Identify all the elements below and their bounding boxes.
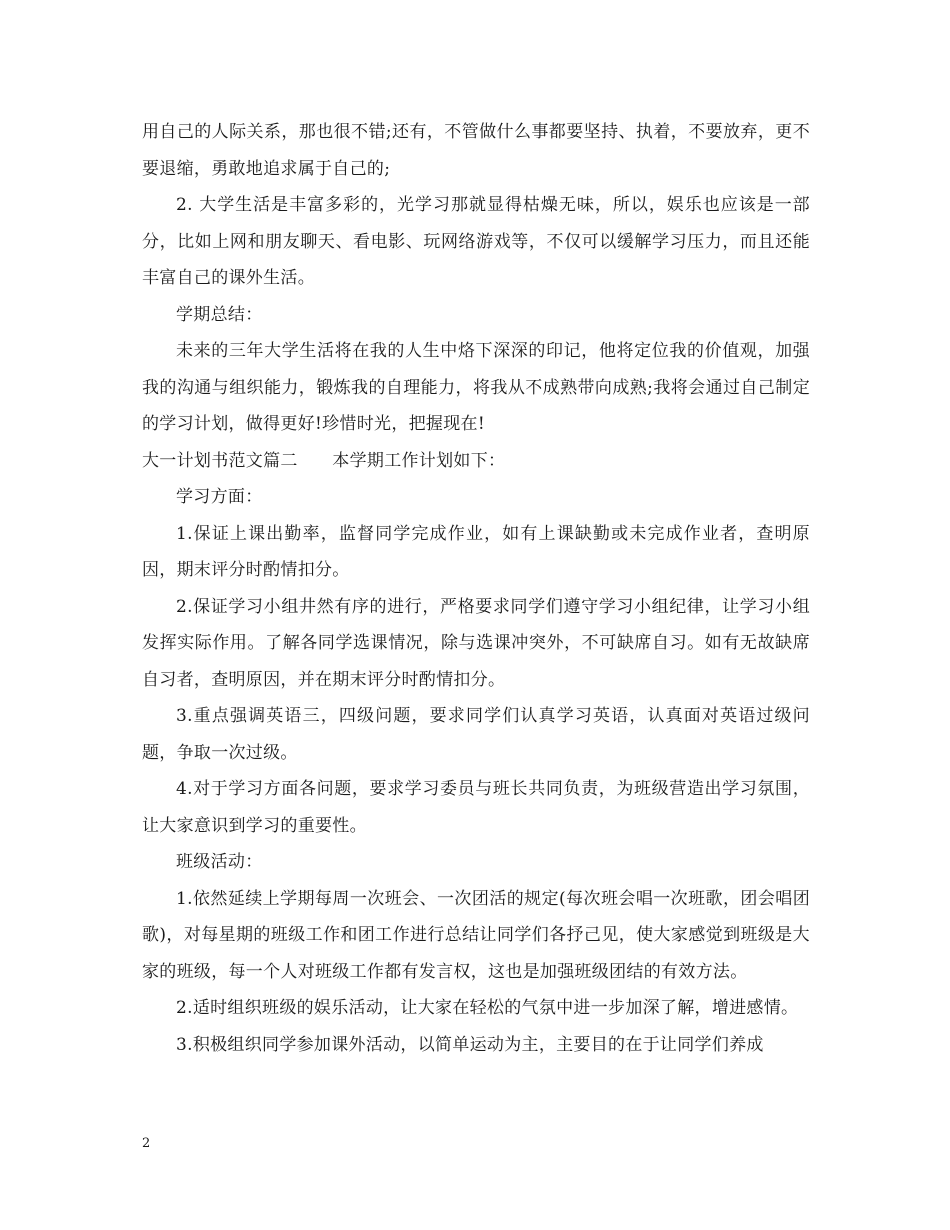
list-item: 2.适时组织班级的娱乐活动，让大家在轻松的气氛中进一步加深了解，增进感情。 bbox=[176, 998, 799, 1018]
page-number: 2 bbox=[142, 1136, 151, 1151]
section-heading: 学期总结： bbox=[176, 304, 263, 325]
section-heading: 学习方面： bbox=[176, 487, 263, 507]
list-item: 1.保证上课出勤率，监督同学完成作业，如有上课缺勤或未完成作业者，查明原因，期末评分时酌情扣分。 bbox=[142, 523, 810, 580]
paragraph: 未来的三年大学生活将在我的人生中烙下深深的印记，他将定位我的价值观，加强我的沟通与组织能力，锻炼我的自理能力，将我从不成熟带向成熟;我将会通过自己制定的学习计划，做得更好!珍惜时光，把握现在! bbox=[142, 341, 810, 434]
article-title-line: 大一计划书范文篇二 本学期工作计划如下： bbox=[142, 450, 506, 471]
document-body bbox=[142, 114, 810, 1063]
paragraph: 用自己的人际关系，那也很不错;还有，不管做什么事都要坚持、执着，不要放弃，更不要退缩，勇敢地追求属于自己的; bbox=[142, 122, 810, 179]
section-heading: 班级活动： bbox=[176, 852, 263, 872]
list-item: 3.积极组织同学参加课外活动，以简单运动为主，主要目的在于让同学们养成 bbox=[176, 1034, 764, 1055]
paragraph: 2. 大学生活是丰富多彩的，光学习那就显得枯燥无味，所以，娱乐也应该是一部分，比如上网和朋友聊天、看电影、玩网络游戏等，不仅可以缓解学习压力，而且还能丰富自己的课外生活。 bbox=[142, 195, 810, 288]
list-item: 3.重点强调英语三，四级问题，要求同学们认真学习英语，认真面对英语过级问题，争取一次过级。 bbox=[142, 706, 810, 763]
list-item: 1.依然延续上学期每周一次班会、一次团活的规定(每次班会唱一次班歌，团会唱团歌)，对每星期的班级工作和团工作进行总结让同学们各抒己见，使大家感觉到班级是大家的班级，每一个人对班级工作都有发言权，这也是加强班级团结的有效方法。 bbox=[142, 888, 810, 982]
list-item: 4.对于学习方面各问题，要求学习委员与班长共同负责，为班级营造出学习氛围，让大家意识到学习的重要性。 bbox=[142, 779, 810, 836]
list-item: 2.保证学习小组井然有序的进行，严格要求同学们遵守学习小组纪律，让学习小组发挥实际作用。了解各同学选课情况，除与选课冲突外，不可缺席自习。如有无故缺席自习者，查明原因，并在期末评分时酌情扣分。 bbox=[142, 596, 810, 690]
